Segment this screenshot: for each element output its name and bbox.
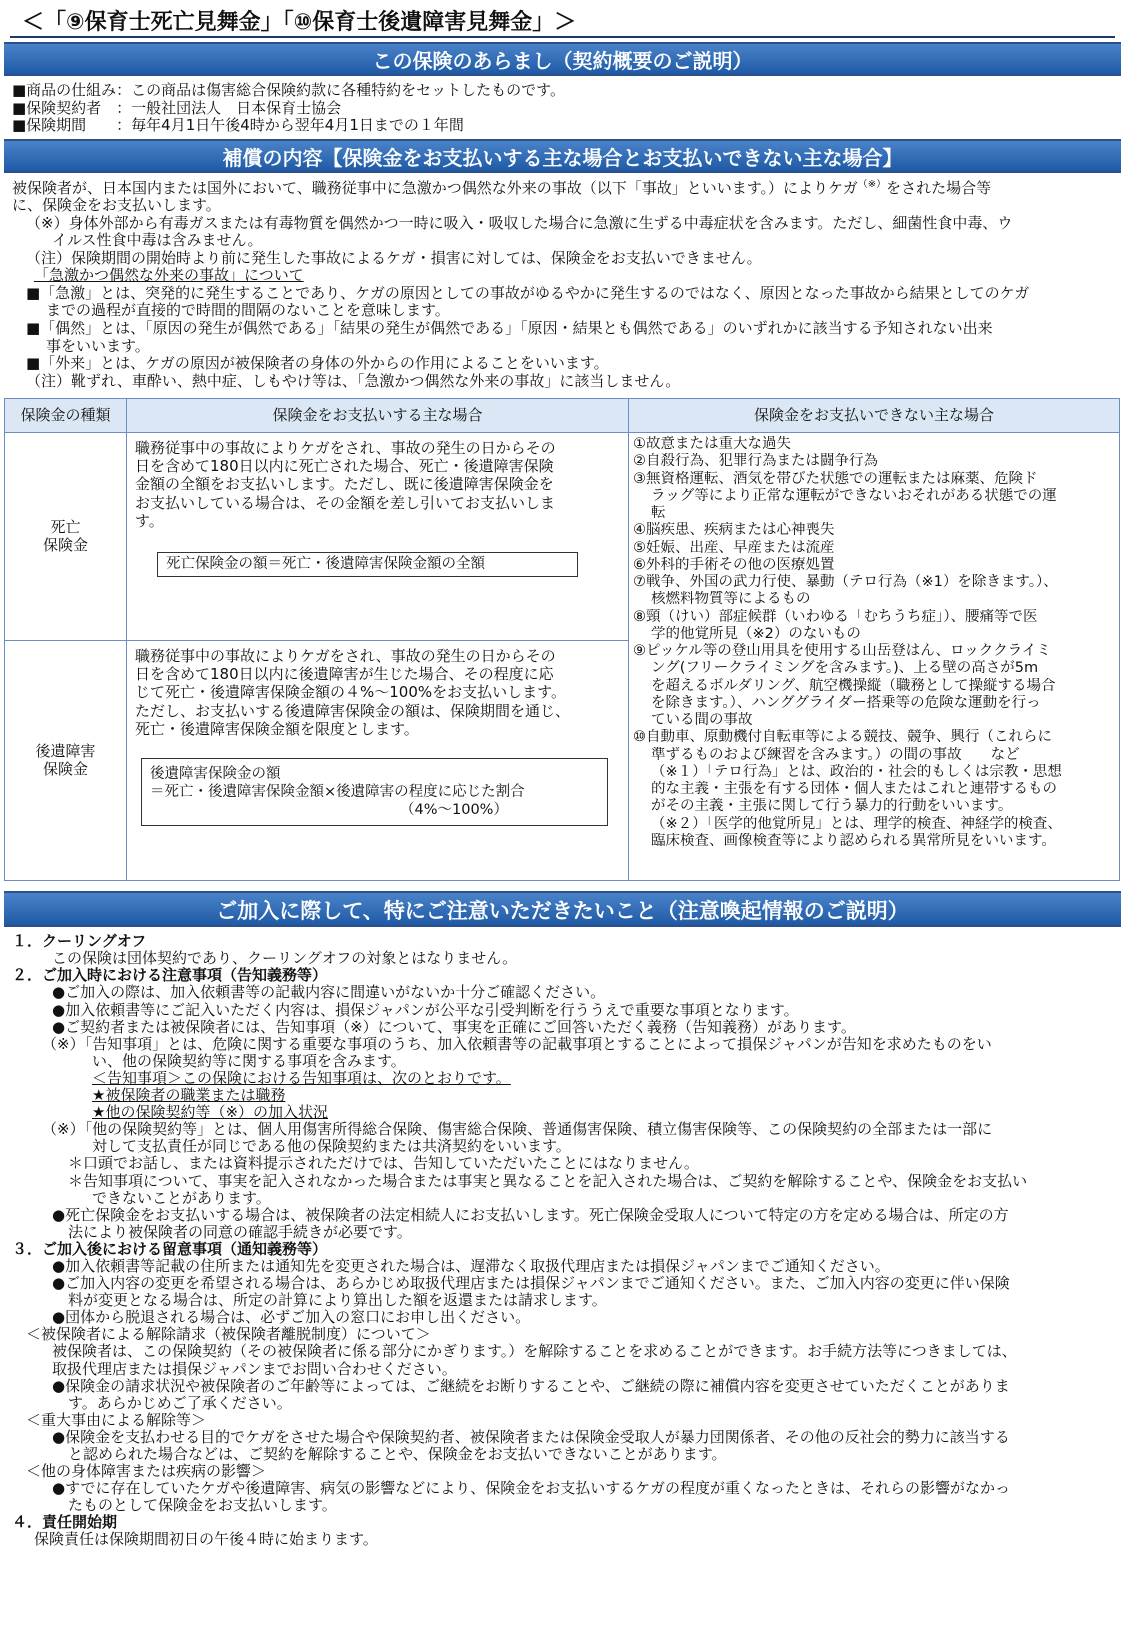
caution-note: 対して支払責任が同じである他の保険契約または共済契約をいいます。 [92,1138,571,1156]
caution-note: （※）「告知事項」とは、危険に関する重要な事項のうち、加入依頼書等の記載事項とすることによって損保ジャパンが告知を求めたものをい [42,1035,992,1053]
table-cell-line: 死亡・後遺障害保険金額を限度とします。 [135,719,419,738]
coverage-note: （注）保険期間の開始時より前に発生した事故によるケガ・損害に対しては、保険金をお支払いできません。 [26,249,762,267]
summary-line: ■商品の仕組み：この商品は傷害総合保険約款に各種特約をセットしたものです。 [12,82,565,99]
table-header: 保険金をお支払いできない主な場合 [629,399,1120,433]
caution-note: （※）「他の保険契約等」とは、個人用傷害所得総合保険、傷害総合保険、普通傷害保険、積立傷害保険等、この保険契約の全部または一部に [42,1121,993,1139]
table-cell-line: ただし、お支払いする後遺障害保険金の額は、保険期間を通じ、 [135,701,571,720]
caution-text: たものとして保険金をお支払いします。 [68,1497,337,1515]
caution-note: できないことがあります。 [92,1189,271,1207]
section-heading: ３．ご加入後における留意事項（通知義務等） [12,1241,341,1258]
section-band-coverage: 補償の内容【保険金をお支払いする主な場合とお支払いできない主な場合】 [4,139,1121,173]
caution-text: 法により被保険者の同意の確認手続きが必要です。 [68,1223,412,1241]
caution-text: ●死亡保険金をお支払いする場合は、被保険者の法定相続人にお支払いします。死亡保険金受取人について特定の方を定める場合は、所定の方 [52,1206,1009,1224]
table-cell-line: 日を含めて180日以内に後遺障害が生じた場合、その程度に応 [135,665,554,684]
caution-text: 保険責任は保険期間初日の午後４時に始まります。 [34,1531,378,1549]
definition-item: までの過程が直接的で時間的間隔のないことを意味します。 [46,302,450,320]
exclusions-list [629,433,1119,850]
caution-text: 被保険者は、この保険契約（その被保険者に係る部分にかぎります。）を解除することを求めることができます。お手続方法等につきましては、 [52,1343,1017,1361]
exclusion-line: 臨床検査、画像検査等により認められる異常所見をいいます。 [651,832,1056,849]
exclusion-line: ⑧頸（けい）部症候群（いわゆる「むちうち症」）、腰痛等で医 [633,608,1038,625]
section-heading: ４．責任開始期 [12,1514,131,1531]
exclusion-line: を超えるボルダリング、航空機操縦（職務として操縦する場合 [651,677,1056,694]
table-cell-line: 金額の全額をお支払いします。ただし、既に後遺障害保険金を [135,475,554,494]
caution-text: ●加入依頼書等記載の住所または通知先を変更された場合は、遅滞なく取扱代理店または損保ジャパンまでご通知ください。 [52,1257,890,1275]
definition-item: 事をいいます。 [46,337,150,355]
section-heading: １．クーリングオフ [12,933,160,950]
table-cell-line: お支払いしている場合は、その金額を差し引いてお支払いしま [135,493,556,512]
caution-text: ●ご加入の際は、加入依頼書等の記載内容に間違いがないか十分ご確認ください。 [52,984,606,1002]
caution-text: ●すでに存在していたケガや後遺障害、病気の影響などにより、保険金をお支払いするケガの程度が重くなったときは、それらの影響がなかっ [52,1480,1010,1498]
exclusion-line: がその主義・主張に関して行う暴力的行動をいいます。 [651,798,1013,815]
section-band-overview: この保険のあらまし（契約概要のご説明） [4,42,1121,76]
caution-text: この保険は団体契約であり、クーリングオフの対象とはなりません。 [52,950,518,968]
exclusion-line: ⑤妊娠、出産、早産または流産 [633,539,835,556]
caution-text: ●ご契約者または被保険者には、告知事項（※）について、事実を正確にご回答いただく義務（告知義務）があります。 [52,1018,856,1036]
exclusion-line: ング(フリークライミングを含みます。)、上る壁の高さが5m [651,660,1039,677]
table-cell-line: す。 [135,511,164,530]
definition-item: ■「外来」とは、ケガの原因が被保険者の身体の外からの作用によることをいいます。 [26,355,609,373]
caution-text: ●保険金の請求状況や被保険者のご年齢等によっては、ご継続をお断りすることや、ご継続の際に補償内容を変更させていただくことがありま [52,1377,1010,1395]
death-benefit-kind: 死亡 保険金 [5,433,127,641]
caution-subheading: ＜被保険者による解除請求（被保険者離脱制度）について＞ [26,1326,431,1344]
disability-formula-box: 後遺障害保険金の額 ＝死亡・後遺障害保険金額×後遺障害の程度に応じた割合 （4%～100%） [141,758,608,826]
caution-note: ★他の保険契約等（※）の加入状況 [92,1104,329,1122]
caution-subheading: ＜他の身体障害または疾病の影響＞ [26,1463,267,1481]
caution-text: 料が変更となる場合は、所定の計算により算出した額を返還または請求します。 [68,1292,607,1310]
caution-note: ＊告知事項について、事実を記入されなかった場合または事実と異なることを記入された場合は、ご契約を解除することや、保険金をお支払い [68,1172,1028,1190]
section-band-cautions: ご加入に際して、特にご注意いただきたいこと（注意喚起情報のご説明） [4,891,1121,927]
exclusion-line: 学的他覚所見（※2）のないもの [651,625,861,642]
summary-line: ■保険期間 ：毎年4月1日午後4時から翌年4月1日までの１年間 [12,117,464,135]
exclusion-line: ラッグ等により正常な運転ができないおそれがある状態での運 [651,487,1057,504]
caution-text: 取扱代理店または損保ジャパンまでお問い合わせください。 [52,1360,457,1378]
exclusion-line: ③無資格運転、酒気を帯びた状態での運転または麻薬、危険ド [633,470,1038,487]
exclusion-line: 的な主義・主張を有する団体・個人またはこれと連帯するもの [651,781,1057,798]
coverage-note: イルス性食中毒は含みません。 [52,232,263,250]
coverage-block [4,179,1121,391]
exclusion-line: ①故意または重大な過失 [633,436,791,453]
cautions-block [4,933,1121,1548]
exclusion-line: を除きます。）、ハンググライダー搭乗等の危険な運動を行っ [651,694,1041,711]
definition-item: ■「偶然」とは、「原因の発生が偶然である」「結果の発生が偶然である」「原因・結果とも偶然である」のいずれかに該当する予知されない出来 [26,320,993,338]
exclusion-line: ②自殺行為、犯罪行為または闘争行為 [633,453,878,470]
caution-text: と認められた場合などは、ご契約を解除することや、保険金をお支払いできないことがあります。 [68,1446,727,1464]
definition-heading: 「急激かつ偶然な外来の事故」について [34,267,304,285]
caution-note: ＊口頭でお話し、または資料提示されただけでは、告知していただいたことにはなりません。 [68,1155,699,1173]
caution-text: ●加入依頼書等にご記入いただく内容は、損保ジャパンが公平な引受判断を行ううえで重要な事項となります。 [52,1001,799,1019]
exclusion-line: ている間の事故 [651,712,753,729]
exclusion-line: ⑦戦争、外国の武力行使、暴動（テロ行為（※1）を除きます。）、 [633,574,1058,591]
caution-note: ＜告知事項＞この保険における告知事項は、次のとおりです。 [92,1069,511,1087]
caution-text: ●団体から脱退される場合は、必ずご加入の窓口にお申し出ください。 [52,1309,531,1327]
section-heading: ２．ご加入時における注意事項（告知義務等） [12,967,341,984]
caution-text: ●ご加入内容の変更を希望される場合は、あらかじめ取扱代理店または損保ジャパンまでご通知ください。また、ご加入内容の変更に伴い保険 [52,1275,1010,1293]
table-header: 保険金をお支払いする主な場合 [127,399,629,433]
disability-benefit-cell [127,641,629,881]
summary-line: ■保険契約者 ：一般社団法人 日本保育士協会 [12,99,342,117]
exclusion-line: （※１）「テロ行為」とは、政治的・社会的もしくは宗教・思想 [651,763,1062,780]
footnote-mark: （※） [857,178,887,190]
caution-subheading: ＜重大事由による解除等＞ [26,1411,207,1429]
coverage-text: に、保険金をお支払いします。 [12,197,221,215]
caution-text: ●保険金を支払わせる目的でケガをさせた場合や保険契約者、被保険者または保険金受取人が暴力団関係者、その他の反社会的勢力に該当する [52,1428,1010,1446]
table-cell-line: 日を含めて180日以内に死亡された場合、死亡・後遺障害保険 [135,457,554,476]
coverage-note: （※）身体外部から有毒ガスまたは有毒物質を偶然かつ一時に吸入・吸収した場合に急激に生ずる中毒症状を含みます。ただし、細菌性食中毒、ウ [26,214,1013,232]
exclusion-line: ④脳疾患、疾病または心神喪失 [633,522,835,539]
table-header: 保険金の種類 [5,399,127,433]
caution-note: ★被保険者の職業または職務 [92,1087,286,1105]
exclusions-cell [629,433,1120,881]
disability-benefit-kind: 後遺障害 保険金 [5,641,127,881]
document-title: ＜「⑨保育士死亡見舞金」「⑩保育士後遺障害見舞金」＞ [10,8,1115,38]
coverage-note: （注）靴ずれ、車酔い、熱中症、しもやけ等は、「急激かつ偶然な外来の事故」に該当しません。 [26,372,681,390]
exclusion-line: 転 [651,505,666,522]
coverage-text: 被保険者が、日本国内または国外において、職務従事中に急激かつ偶然な外来の事故（以下「事故」といいます。）によりケガ（※）をされた場合等 [12,178,992,197]
table-cell-line: 職務従事中の事故によりケガをされ、事故の発生の日からその [135,439,556,458]
table-cell-line: 職務従事中の事故によりケガをされ、事故の発生の日からその [135,647,556,666]
exclusion-line: 準ずるものおよび練習を含みます。）の間の事故 など [651,746,1020,763]
caution-text: す。あらかじめご了承ください。 [68,1394,292,1412]
summary-block [4,82,1121,135]
death-formula-box: 死亡保険金の額＝死亡・後遺障害保険金額の全額 [157,552,578,577]
exclusion-line: ⑩自動車、原動機付自転車等による競技、競争、興行（これらに [633,729,1052,746]
exclusion-line: ⑨ピッケル等の登山用具を使用する山岳登はん、ロッククライミ [633,643,1051,660]
exclusion-line: （※２）「医学的他覚所見」とは、理学的検査、神経学的検査、 [651,815,1062,832]
definition-item: ■「急激」とは、突発的に発生することであり、ケガの原因としての事故がゆるやかに発生するのではなく、原因となった事故から結果としてのケガ [26,284,1030,302]
exclusion-line: ⑥外科的手術その他の医療処置 [633,556,835,573]
document-page [4,8,1121,1549]
death-benefit-cell [127,433,629,641]
benefits-table [4,398,1120,881]
caution-note: い、他の保険契約等に関する事項を含みます。 [92,1052,406,1070]
table-cell-line: じて死亡・後遺障害保険金額の４%～100%をお支払いします。 [135,683,566,702]
exclusion-line: 核燃料物質等によるもの [651,591,811,608]
